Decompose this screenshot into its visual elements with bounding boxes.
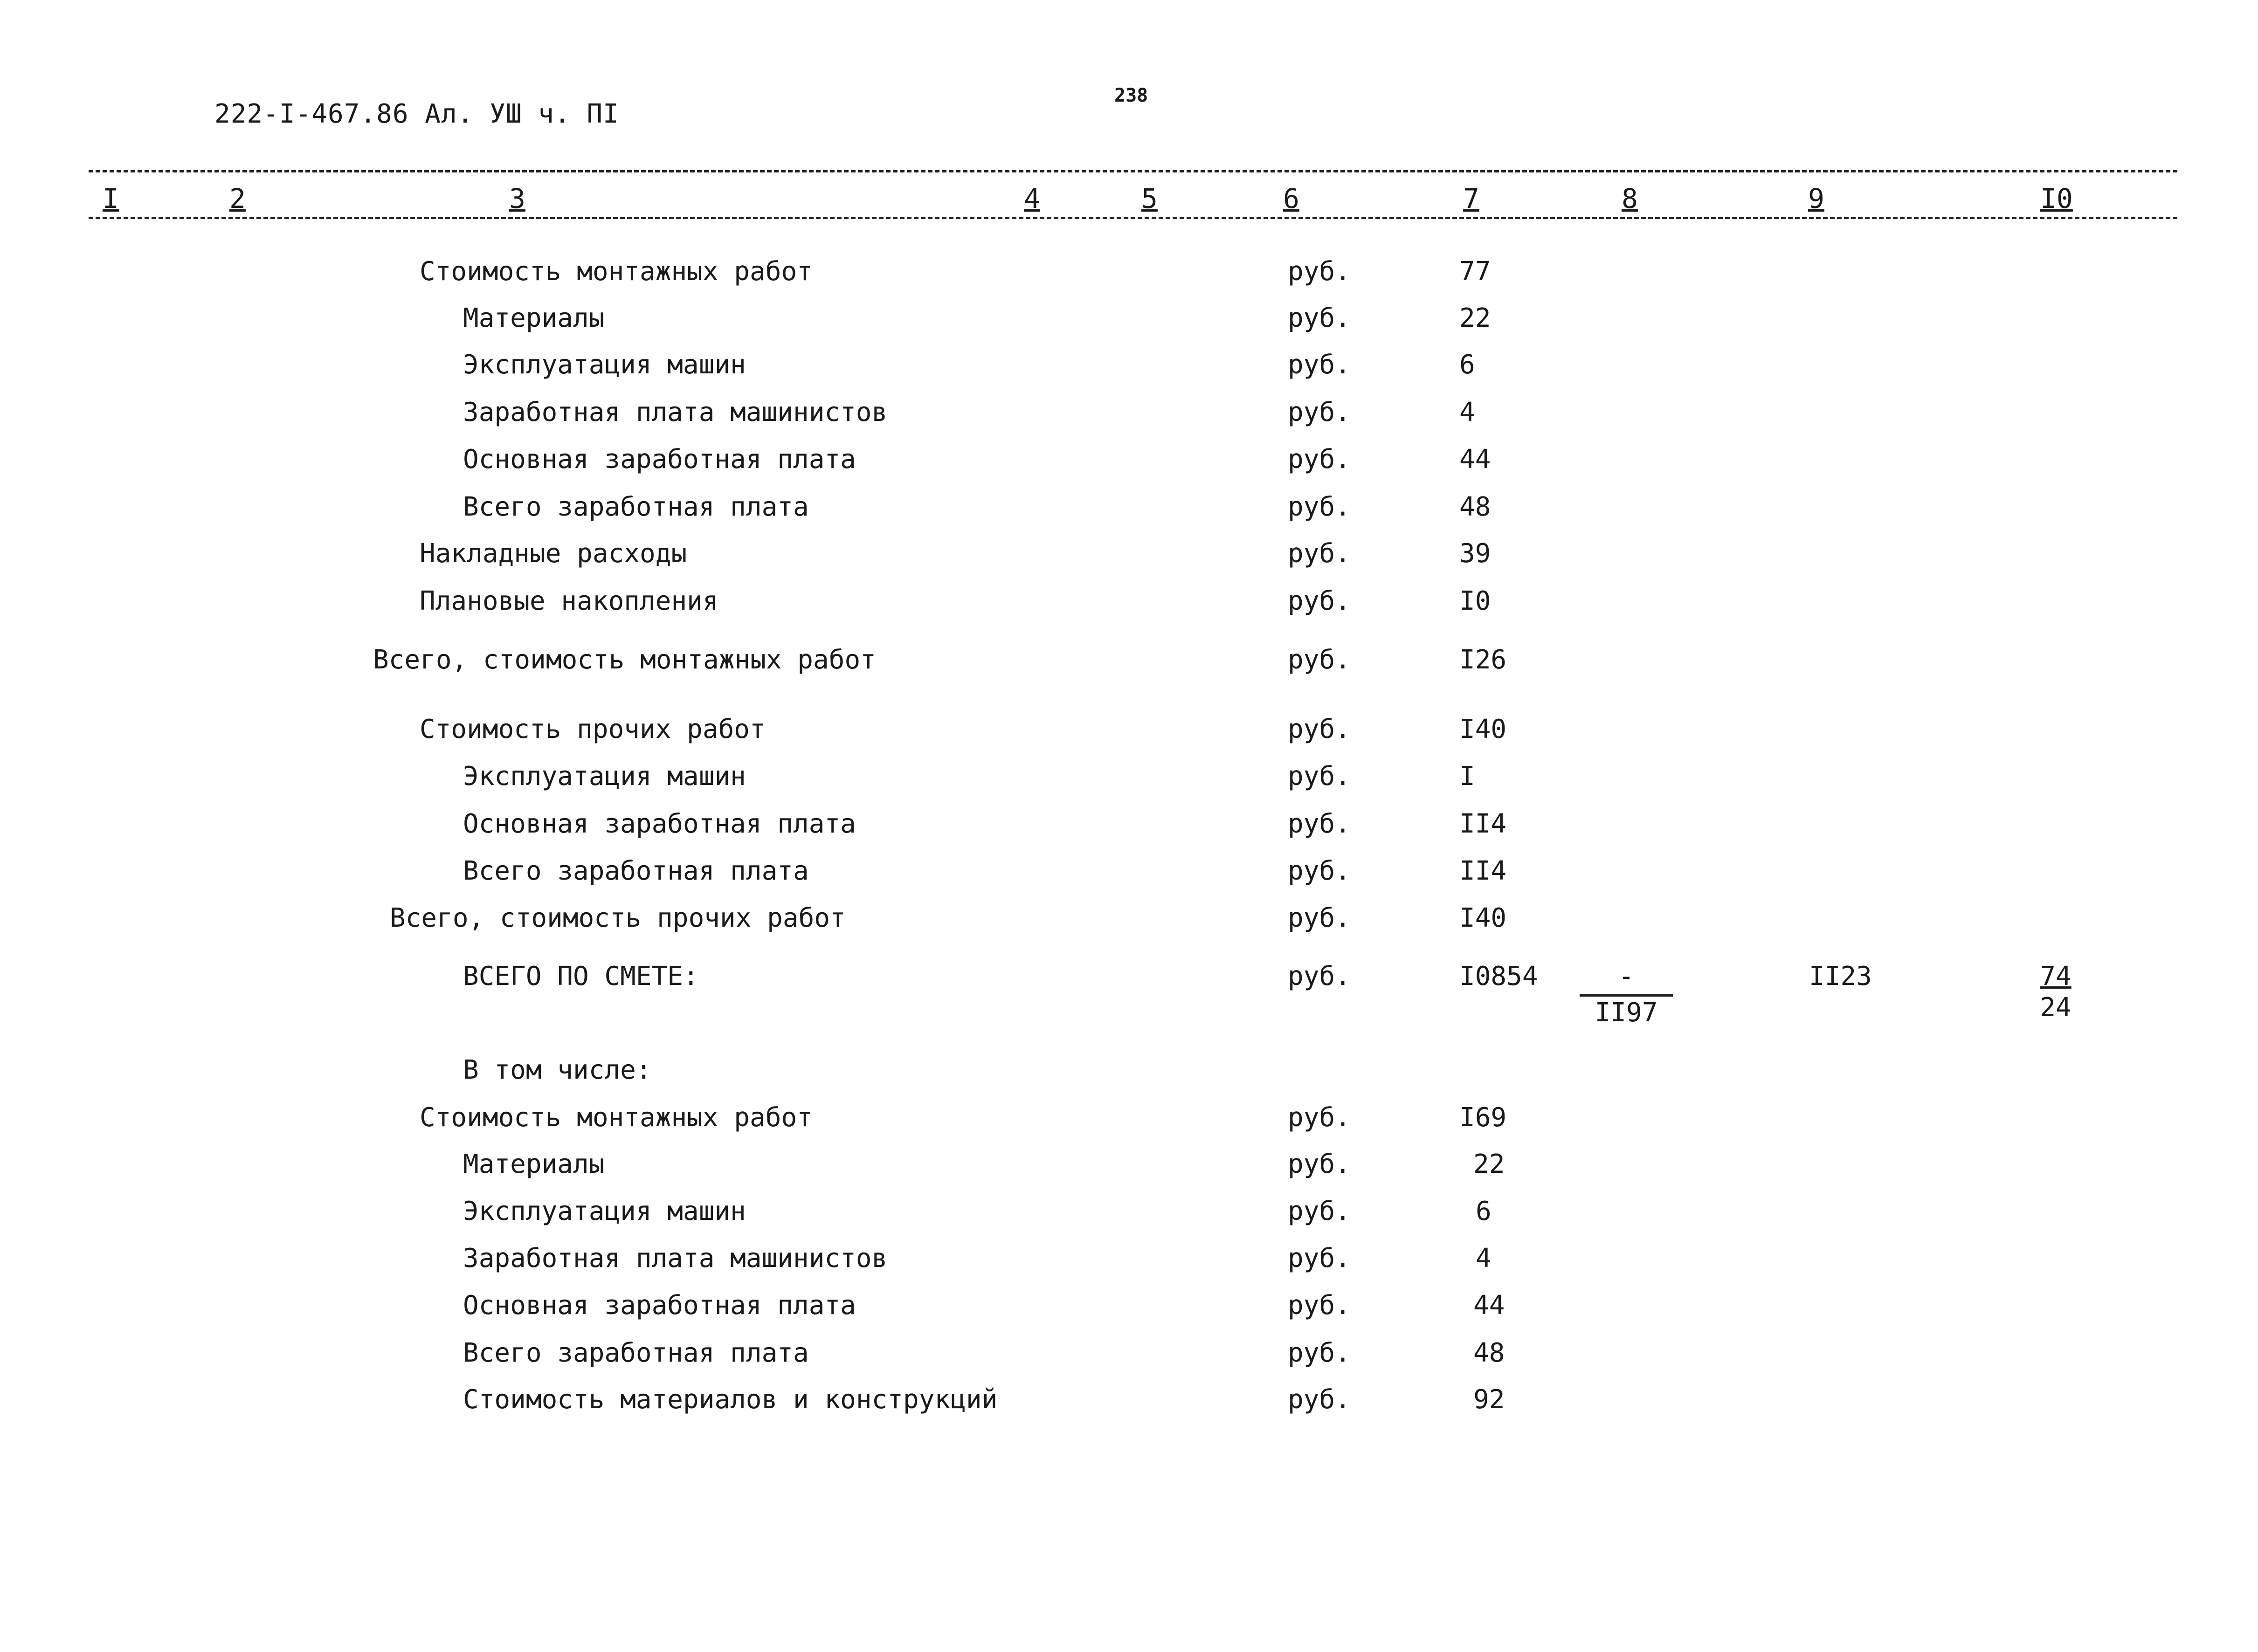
row-unit: руб. bbox=[1288, 586, 1351, 616]
table-row bbox=[0, 1290, 2258, 1328]
row-label: Заработная плата машинистов bbox=[463, 1243, 888, 1273]
row-unit: руб. bbox=[1288, 538, 1351, 569]
row-unit: руб. bbox=[1288, 1338, 1351, 1368]
table-row bbox=[0, 809, 2258, 846]
row-unit: руб. bbox=[1288, 809, 1351, 839]
column-header-5: 5 bbox=[1141, 183, 1158, 214]
row-unit: руб. bbox=[1288, 1102, 1351, 1133]
table-row bbox=[0, 1384, 2258, 1422]
grand-total-col10-fraction bbox=[2035, 961, 2077, 1023]
table-header-dashed-rule bbox=[89, 217, 2177, 219]
column-header-1: I bbox=[103, 183, 119, 214]
row-value: 48 bbox=[1459, 492, 1491, 522]
row-unit: руб. bbox=[1288, 1196, 1351, 1226]
row-unit: руб. bbox=[1288, 492, 1351, 522]
row-value: 77 bbox=[1459, 256, 1491, 287]
row-unit: руб. bbox=[1288, 856, 1351, 886]
table-row bbox=[0, 492, 2258, 529]
table-row bbox=[0, 397, 2258, 434]
grand-total-col8-fraction bbox=[1580, 961, 1673, 1028]
grand-total-unit: руб. bbox=[1288, 961, 1351, 991]
table-top-dashed-rule bbox=[89, 170, 2177, 172]
row-value: 22 bbox=[1473, 1149, 1505, 1179]
table-row bbox=[0, 761, 2258, 798]
grand-total-label: ВСЕГО ПО СМЕТЕ: bbox=[463, 961, 699, 991]
row-value: 6 bbox=[1476, 1196, 1492, 1226]
column-header-10: I0 bbox=[2040, 183, 2073, 214]
column-header-9: 9 bbox=[1808, 183, 1824, 214]
column-header-2: 2 bbox=[229, 183, 246, 214]
row-value: 44 bbox=[1459, 444, 1491, 475]
row-label: Накладные расходы bbox=[420, 538, 687, 569]
row-label: Стоимость прочих работ bbox=[420, 714, 766, 744]
table-row bbox=[0, 1149, 2258, 1186]
page-number: 238 bbox=[1114, 85, 1148, 106]
row-label: Основная заработная плата bbox=[463, 809, 856, 839]
row-unit: руб. bbox=[1288, 903, 1351, 933]
row-label: Стоимость монтажных работ bbox=[420, 256, 813, 287]
row-unit: руб. bbox=[1288, 444, 1351, 475]
row-unit: руб. bbox=[1288, 1290, 1351, 1321]
table-row bbox=[0, 1196, 2258, 1233]
row-value: 48 bbox=[1473, 1338, 1505, 1368]
row-value: 6 bbox=[1459, 350, 1475, 380]
row-unit: руб. bbox=[1288, 350, 1351, 380]
row-value: I40 bbox=[1459, 714, 1507, 744]
row-label: Всего заработная плата bbox=[463, 492, 809, 522]
row-label: Плановые накопления bbox=[420, 586, 718, 616]
grand-total-row bbox=[0, 961, 2258, 1036]
table-row bbox=[0, 303, 2258, 340]
row-value: II4 bbox=[1459, 856, 1507, 886]
table-row bbox=[0, 1243, 2258, 1280]
row-value: I40 bbox=[1459, 903, 1507, 933]
column-header-3: 3 bbox=[509, 183, 525, 214]
row-value: 39 bbox=[1459, 538, 1491, 569]
including-heading: В том числе: bbox=[463, 1055, 652, 1085]
row-value: I bbox=[1459, 761, 1475, 792]
row-unit: руб. bbox=[1288, 397, 1351, 427]
row-label: Основная заработная плата bbox=[463, 444, 856, 475]
table-row bbox=[0, 1102, 2258, 1140]
row-value: 44 bbox=[1473, 1290, 1505, 1321]
row-value: 92 bbox=[1473, 1384, 1505, 1415]
col8-numerator: - bbox=[1580, 961, 1673, 997]
table-row bbox=[0, 714, 2258, 751]
row-label: Стоимость материалов и конструкций bbox=[463, 1384, 998, 1415]
column-header-7: 7 bbox=[1463, 183, 1479, 214]
table-row bbox=[0, 350, 2258, 387]
table-row-subtotal bbox=[0, 645, 2258, 682]
row-value: 4 bbox=[1459, 397, 1475, 427]
row-label: Материалы bbox=[463, 303, 605, 333]
table-row-subtotal bbox=[0, 903, 2258, 940]
row-label: Всего, стоимость монтажных работ bbox=[373, 645, 876, 675]
row-unit: руб. bbox=[1288, 761, 1351, 792]
column-header-8: 8 bbox=[1622, 183, 1638, 214]
row-unit: руб. bbox=[1288, 1243, 1351, 1273]
row-unit: руб. bbox=[1288, 256, 1351, 287]
row-unit: руб. bbox=[1288, 1149, 1351, 1179]
table-row bbox=[0, 856, 2258, 893]
row-unit: руб. bbox=[1288, 645, 1351, 675]
row-label: Стоимость монтажных работ bbox=[420, 1102, 813, 1133]
row-value: I69 bbox=[1459, 1102, 1507, 1133]
table-row bbox=[0, 1338, 2258, 1375]
col8-denominator: II97 bbox=[1595, 998, 1658, 1028]
row-label: Заработная плата машинистов bbox=[463, 397, 888, 427]
row-value: II4 bbox=[1459, 809, 1507, 839]
row-label: Всего заработная плата bbox=[463, 1338, 809, 1368]
row-value: 22 bbox=[1459, 303, 1491, 333]
column-header-6: 6 bbox=[1283, 183, 1299, 214]
row-unit: руб. bbox=[1288, 714, 1351, 744]
row-value: I0 bbox=[1459, 586, 1491, 616]
table-row bbox=[0, 256, 2258, 294]
row-label: Всего заработная плата bbox=[463, 856, 809, 886]
row-unit: руб. bbox=[1288, 1384, 1351, 1415]
row-label: Основная заработная плата bbox=[463, 1290, 856, 1321]
table-row bbox=[0, 444, 2258, 482]
col10-denominator: 24 bbox=[2040, 992, 2072, 1023]
row-label: Всего, стоимость прочих работ bbox=[390, 903, 846, 933]
row-label: Эксплуатация машин bbox=[463, 761, 746, 792]
row-value: 4 bbox=[1476, 1243, 1492, 1273]
row-unit: руб. bbox=[1288, 303, 1351, 333]
grand-total-value: I0854 bbox=[1459, 961, 1538, 991]
row-label: Эксплуатация машин bbox=[463, 1196, 746, 1226]
row-value: I26 bbox=[1459, 645, 1507, 675]
including-heading-row bbox=[0, 1055, 2258, 1092]
document-code: 222-I-467.86 Ал. УШ ч. ПI bbox=[214, 99, 619, 129]
grand-total-col9-value: II23 bbox=[1809, 961, 1872, 991]
col10-numerator: 74 bbox=[2040, 961, 2072, 991]
table-row bbox=[0, 586, 2258, 623]
row-label: Материалы bbox=[463, 1149, 605, 1179]
column-header-4: 4 bbox=[1024, 183, 1040, 214]
table-row bbox=[0, 538, 2258, 576]
row-label: Эксплуатация машин bbox=[463, 350, 746, 380]
